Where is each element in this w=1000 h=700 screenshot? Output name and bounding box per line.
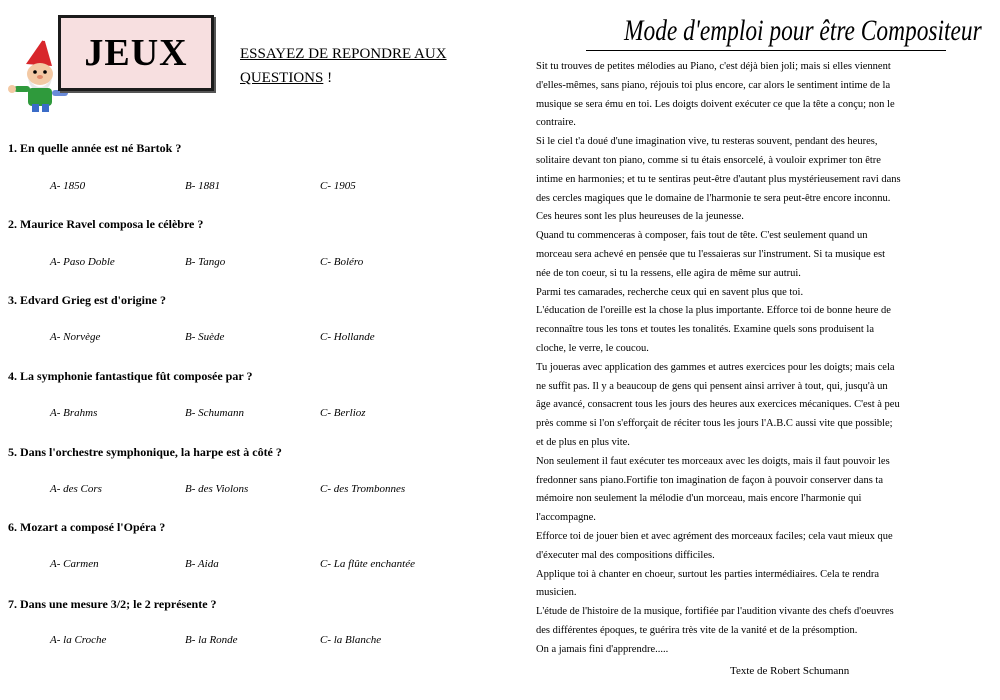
body-line: mémoire non seulement la mélodie d'un morceau, mais encore l'harmonie qui <box>536 493 862 505</box>
body-line: Parmi tes camarades, recherche ceux qui en savent plus que toi. <box>536 286 804 298</box>
body-line: Quand tu commenceras à composer, fais tout de tête. C'est seulement quand un <box>536 230 868 242</box>
answer-1a: A- 1850 <box>50 180 86 192</box>
answer-3c: C- Hollande <box>320 331 375 343</box>
page-title: Mode d'emploi pour être Compositeur <box>624 14 982 47</box>
answer-4a: A- Brahms <box>50 407 98 419</box>
answer-2a: A- Paso Doble <box>50 256 115 268</box>
jeux-badge <box>58 15 214 91</box>
question-1: 1. En quelle année est né Bartok ? <box>8 141 182 155</box>
jeux-badge-label: JEUX <box>84 32 188 74</box>
intro-heading <box>240 42 480 90</box>
answer-4c: C- Berlioz <box>320 407 366 419</box>
body-line: Si le ciel t'a doué d'une imagination vive, tu resteras souvent, pendant des heures, <box>536 136 878 148</box>
body-line: près comme si l'on s'efforçait de réciter tous les jours l'A.B.C aussi vite que possible; <box>536 418 893 430</box>
guide-body <box>536 58 968 660</box>
answer-3a: A- Norvège <box>50 331 101 343</box>
body-line: musique se sera ému en toi. Les doigts doivent exécuter ce que la tête a conçu; non le <box>536 98 895 110</box>
answer-1b: B- 1881 <box>185 180 221 192</box>
body-line: fredonner sans piano.Fortifie ton imagination de façon à pouvoir conserver dans ta <box>536 474 883 486</box>
body-line: l'accompagne. <box>536 512 596 524</box>
answer-5a: A- des Cors <box>50 483 102 495</box>
body-line: des différentes époques, te guérira très vite de la vanité et de la présomption. <box>536 624 858 636</box>
body-line: née de ton coeur, si tu la ressens, elle agira de même sur autrui. <box>536 267 801 279</box>
question-6: 6. Mozart a composé l'Opéra ? <box>8 520 166 534</box>
body-line: et de plus en plus vite. <box>536 436 630 448</box>
body-line: d'éxecuter mal des compositions difficiles. <box>536 549 715 561</box>
body-line: Sit tu trouves de petites mélodies au Piano, c'est déjà bien joli; mais si elles viennent <box>536 61 891 72</box>
answer-4b: B- Schumann <box>185 407 244 419</box>
answer-6a: A- Carmen <box>50 558 99 570</box>
question-4: 4. La symphonie fantastique fût composée par ? <box>8 369 253 383</box>
body-line: Efforce toi de jouer bien et avec agrément des morceaux faciles; cela vaut mieux que <box>536 530 893 542</box>
author-credit: Texte de Robert Schumann <box>730 665 850 677</box>
answer-5c: C- des Trombonnes <box>320 483 406 495</box>
body-line: Applique toi à chanter en choeur, surtout les parties intermédiaires. Cela te rendra <box>536 568 880 580</box>
answer-2b: B- Tango <box>185 256 226 268</box>
title-underline <box>586 50 946 51</box>
answer-6c: C- La flûte enchantée <box>320 558 416 570</box>
body-line: cloche, le verre, le coucou. <box>536 342 649 354</box>
composer-guide-page <box>500 0 1000 700</box>
body-line: contraire. <box>536 117 576 129</box>
answer-6b: B- Aida <box>185 558 219 570</box>
question-7: 7. Dans une mesure 3/2; le 2 représente ? <box>8 597 217 611</box>
question-2: 2. Maurice Ravel composa le célèbre ? <box>8 217 204 231</box>
answer-7c: C- la Blanche <box>320 634 382 646</box>
body-line: L'étude de l'histoire de la musique, fortifiée par l'audition vivante des chefs d'oeuvres <box>536 606 894 618</box>
body-line: musicien. <box>536 587 577 599</box>
body-line: reconnaître tous les tons et toutes les tonalités. Examine quels sons produisent la <box>536 324 874 336</box>
body-line: des cercles magiques que le domaine de l'harmonie te sera peut-être encore inconnu. <box>536 192 891 204</box>
answer-2c: C- Boléro <box>320 256 364 268</box>
answer-5b: B- des Violons <box>185 483 249 495</box>
body-line: morceau sera achevé en pensée que tu l'essaieras sur l'instrument. Si ta musique est <box>536 248 886 260</box>
question-3: 3. Edvard Grieg est d'origine ? <box>8 293 166 307</box>
body-line: On a jamais fini d'apprendre..... <box>536 643 669 655</box>
body-line: solitaire devant ton piano, comme si tu étais ensorcelé, à vouloir exprimer ton être <box>536 154 881 166</box>
answer-1c: C- 1905 <box>320 180 356 192</box>
body-line: intime en harmonies; et tu te sentiras peut-être d'autant plus mystérieusement ravi dans <box>536 173 901 185</box>
body-line: âge avancé, consacrent tous les jours des heures aux exercices mécaniques. C'est à peu <box>536 399 900 411</box>
answer-7b: B- la Ronde <box>185 634 238 646</box>
intro-line1: ESSAYEZ DE REPONDRE AUX <box>240 46 447 62</box>
body-line: Tu joueras avec application des gammes et autres exercices pour les doigts; mais cela <box>536 361 895 373</box>
body-line: d'elles-mêmes, sans piano, réjouis toi plus encore, car alors le sentiment intime de la <box>536 79 891 91</box>
body-line: L'éducation de l'oreille est la chose la plus importante. Efforce toi de bonne heure de <box>536 305 891 317</box>
question-5: 5. Dans l'orchestre symphonique, la harpe est à côté ? <box>8 445 282 459</box>
intro-line2: QUESTIONS <box>240 70 324 86</box>
body-line: Ces heures sont les plus heureuses de la jeunesse. <box>536 211 744 223</box>
body-line: Non seulement il faut exécuter tes morceaux avec les doigts, mais il faut pouvoir les <box>536 455 890 467</box>
intro-excl: ! <box>323 70 333 86</box>
answer-7a: A- la Croche <box>50 634 107 646</box>
body-line: ne suffit pas. Il y a beaucoup de gens qui pensent ainsi arriver à tout, qui, jusqu'à un <box>536 380 888 392</box>
answer-3b: B- Suède <box>185 331 225 343</box>
